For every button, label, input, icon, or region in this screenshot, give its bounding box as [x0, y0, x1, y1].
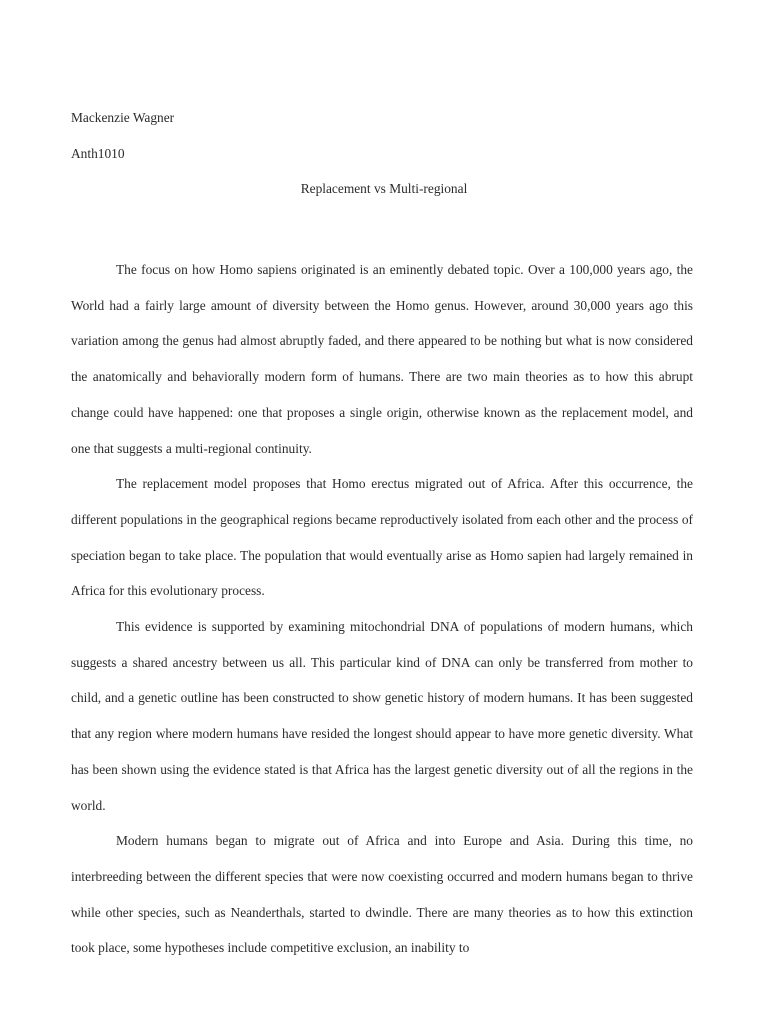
paragraph: The replacement model proposes that Homo erectus migrated out of Africa. After this occurrence, the different populations in the geographical regions became reproductively isolated from each other and the process of speciation began to take place. The population that would eventually arise as Homo sapien had largely remained in Africa for this evolutionary process.: [71, 476, 693, 599]
course-code: Anth1010: [71, 146, 125, 161]
paragraph: The focus on how Homo sapiens originated is an eminently debated topic. Over a 100,000 years ago, the World had a fairly large amount of diversity between the Homo genus. However, around 30,000 years ago this variation among the genus had almost abruptly faded, and there appeared to be nothing but what is now considered the anatomically and behaviorally modern form of humans. There are two main theories as to how this abrupt change could have happened: one that proposes a single origin, otherwise known as the replacement model, and one that suggests a multi-regional continuity.: [71, 262, 693, 456]
paragraph: Modern humans began to migrate out of Africa and into Europe and Asia. During this time, no interbreeding between the different species that were now coexisting occurred and modern humans began to thrive while other species, such as Neanderthals, started to dwindle. There are many theories as to how this extinction took place, some hypotheses include competitive exclusion, an inability to: [71, 833, 693, 956]
author-name: Mackenzie Wagner: [71, 110, 175, 125]
document-body: [71, 252, 693, 966]
paragraph: This evidence is supported by examining mitochondrial DNA of populations of modern humans, which suggests a shared ancestry between us all. This particular kind of DNA can only be transferred from mother to child, and a genetic outline has been constructed to show genetic history of modern humans. It has been suggested that any region where modern humans have resided the longest should appear to have more genetic diversity. What has been shown using the evidence stated is that Africa has the largest genetic diversity out of all the regions in the world.: [71, 619, 693, 813]
document-title: Replacement vs Multi-regional: [300, 181, 468, 196]
